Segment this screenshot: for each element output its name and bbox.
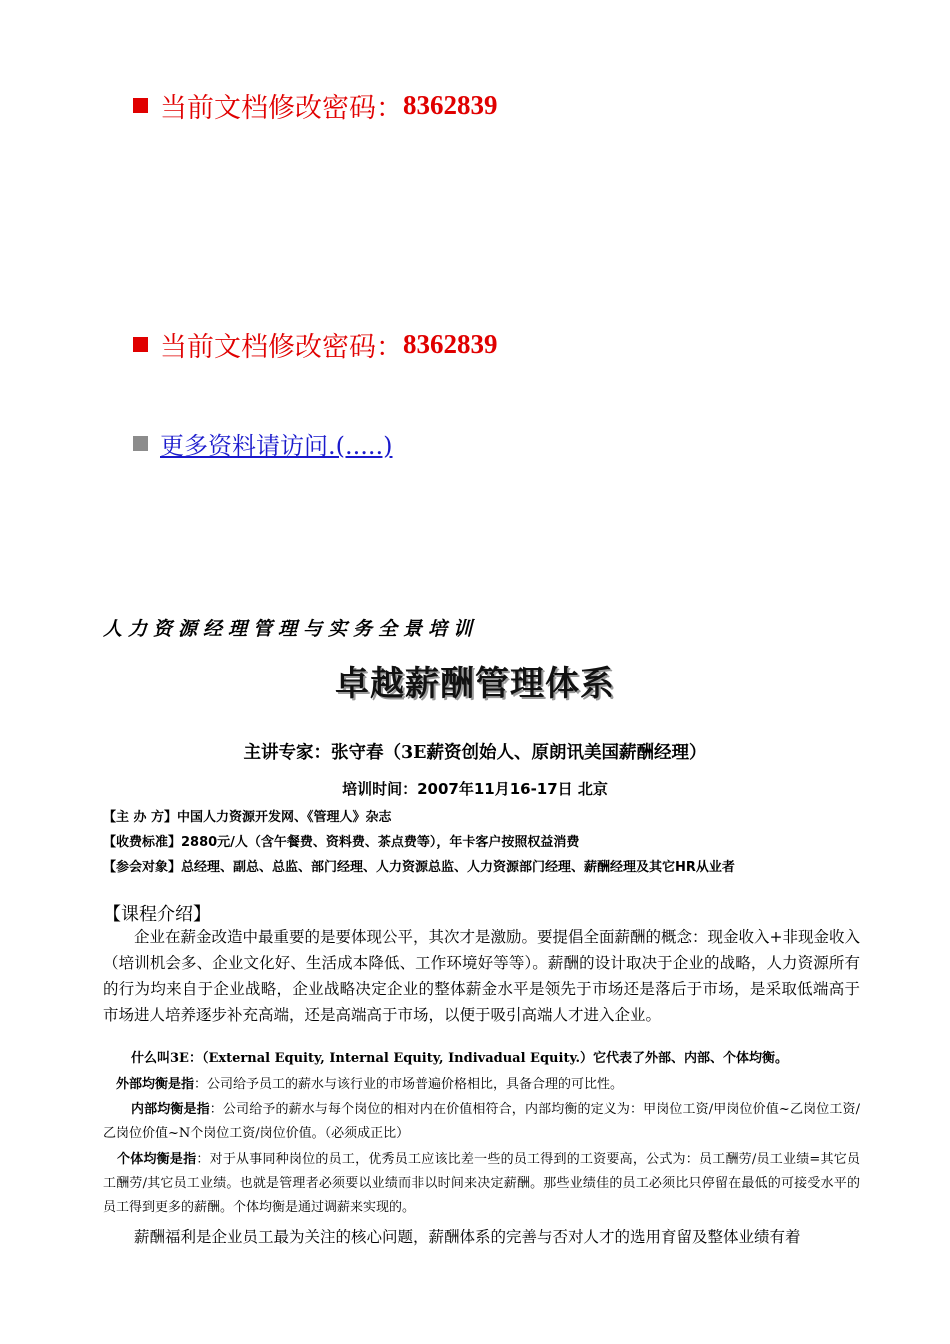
speaker-line: 主讲专家：张守春（3E薪资创始人、原朗讯美国薪酬经理） <box>243 743 707 763</box>
external-equity-label: 外部均衡是指 <box>116 1077 195 1092</box>
course-heading: 【课程介绍】 <box>103 904 211 925</box>
password-code: 8362839 <box>403 329 498 359</box>
fee-line: 【收费标准】2880元/人（含午餐费、资料费、茶点费等），年卡客户按照权益消费 <box>103 835 580 850</box>
three-e-intro: 什么叫3E：（External Equity, Internal Equity, Indivadual Equity.）它代表了外部、内部、个体均衡。 <box>131 1051 789 1066</box>
more-resources-line <box>133 426 393 461</box>
individual-equity-label: 个体均衡是指 <box>117 1152 197 1167</box>
internal-equity-label: 内部均衡是指 <box>131 1102 210 1117</box>
training-kicker: 人力资源经理管理与实务全景培训 <box>103 618 479 640</box>
password-notice-1 <box>133 86 498 125</box>
page-title: 卓越薪酬管理体系 <box>335 664 615 704</box>
square-bullet-icon <box>133 98 148 113</box>
password-notice-2 <box>133 325 498 364</box>
individual-equity <box>103 1148 860 1220</box>
more-resources-link[interactable]: 更多资料请访问.(.....) <box>160 432 393 460</box>
internal-equity <box>103 1098 860 1146</box>
square-bullet-icon <box>133 436 148 451</box>
password-label: 当前文档修改密码： <box>160 332 403 363</box>
organizer-line: 【主 办 方】中国人力资源开发网、《管理人》杂志 <box>103 810 392 825</box>
training-time: 培训时间：2007年11月16-17日 北京 <box>342 780 608 798</box>
password-code: 8362839 <box>403 90 498 120</box>
individual-equity-text: ：对于从事同种岗位的员工，优秀员工应该比差一些的员工得到的工资要高，公式为：员工酬劳/员工业绩=其它员工酬劳/其它员工业绩。也就是管理者必须要以业绩而非以时间来决定薪酬。那些业绩佳的员工必须比只停留在最低的可接受水平的员工得到更多的薪酬。个体均衡是通过调薪来实现的。 <box>103 1152 860 1215</box>
square-bullet-icon <box>133 337 148 352</box>
course-paragraph: 企业在薪金改造中最重要的是要体现公平，其次才是激励。要提倡全面薪酬的概念：现金收入+非现金收入（培训机会多、企业文化好、生活成本降低、工作环境好等等）。薪酬的设计取决于企业的战略，人力资源所有的行为均来自于企业战略，企业战略决定企业的整体薪金水平是领先于市场还是落后于市场，是采取低端高于市场进人培养逐步补充高端，还是高端高于市场，以便于吸引高端人才进入企业。 <box>103 928 860 1024</box>
course-paragraph-last: 薪酬福利是企业员工最为关注的核心问题，薪酬体系的完善与否对人才的选用育留及整体业绩有着 <box>134 1228 801 1246</box>
audience-line: 【参会对象】总经理、副总、总监、部门经理、人力资源总监、人力资源部门经理、薪酬经理及其它HR从业者 <box>103 860 735 875</box>
external-equity <box>116 1073 860 1097</box>
internal-equity-text: ：公司给予的薪水与每个岗位的相对内在价值相符合，内部均衡的定义为：甲岗位工资/甲岗位价值~乙岗位工资/乙岗位价值~N个岗位工资/岗位价值。（必须成正比） <box>103 1102 860 1141</box>
password-label: 当前文档修改密码： <box>160 93 403 124</box>
external-equity-text: ：公司给予员工的薪水与该行业的市场普遍价格相比，具备合理的可比性。 <box>194 1077 624 1092</box>
